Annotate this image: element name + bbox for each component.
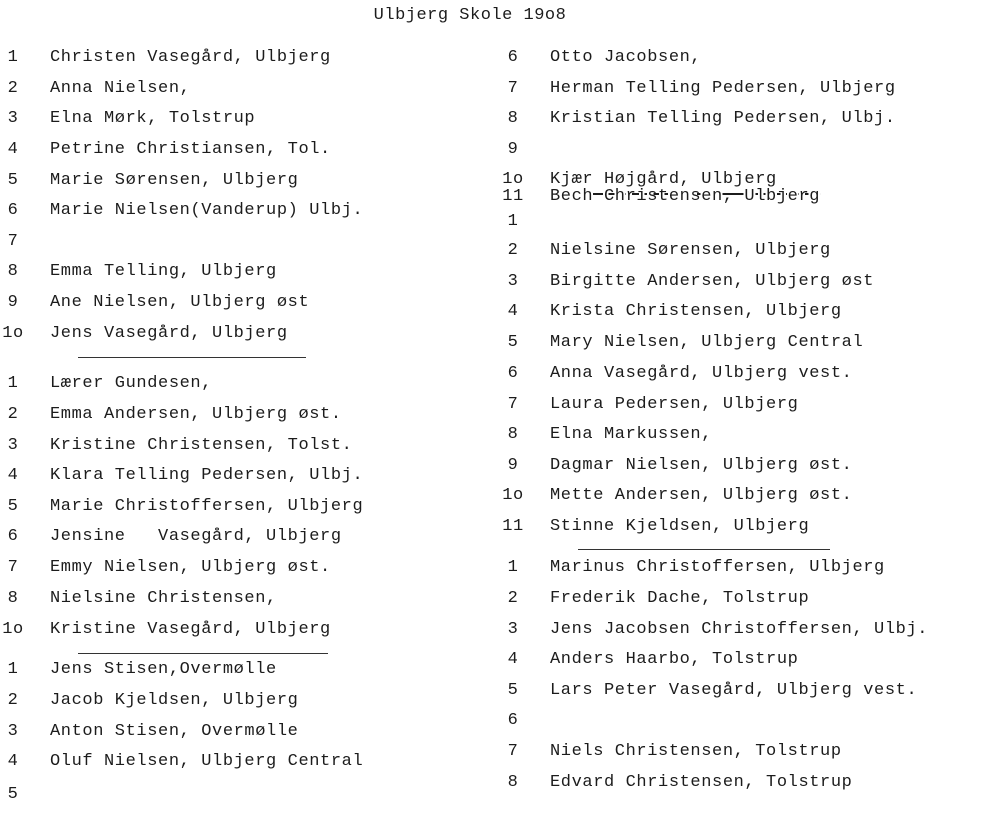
document-title: Ulbjerg Skole 19o8 (373, 6, 567, 25)
person-name: Frederik Dache, Tolstrup (550, 589, 810, 608)
person-name: Anders Haarbo, Tolstrup (550, 650, 799, 669)
person-name: Edvard Christensen, Tolstrup (550, 773, 853, 792)
person-name: Lars Peter Vasegård, Ulbjerg vest. (550, 681, 918, 700)
person-name: Kristine Vasegård, Ulbjerg (50, 620, 331, 639)
row-number: 7 (507, 395, 519, 414)
row-number: 2 (7, 79, 19, 98)
row-number: 1 (507, 558, 519, 577)
person-name: Otto Jacobsen, (550, 48, 702, 67)
row-number: 8 (507, 109, 519, 128)
person-name: Jens Vasegård, Ulbjerg (50, 324, 288, 343)
person-name: Birgitte Andersen, Ulbjerg øst (550, 272, 875, 291)
person-name: Marie Sørensen, Ulbjerg (50, 171, 299, 190)
person-name: Bech Christensen, Ulbjerg (550, 187, 821, 206)
row-number: 9 (7, 293, 19, 312)
row-number: 8 (7, 589, 19, 608)
row-number: 1 (7, 374, 19, 393)
row-number: 6 (7, 201, 19, 220)
row-number: 7 (7, 558, 19, 577)
person-name: Emmy Nielsen, Ulbjerg øst. (50, 558, 331, 577)
person-name: Anna Nielsen, (50, 79, 191, 98)
row-number: 3 (507, 272, 519, 291)
row-number: 7 (507, 742, 519, 761)
row-number: 3 (507, 620, 519, 639)
row-number: 5 (7, 497, 19, 516)
person-name: Elna Markussen, (550, 425, 713, 444)
person-name: Marie Christoffersen, Ulbjerg (50, 497, 364, 516)
row-number: 7 (507, 79, 519, 98)
row-number: 11 (502, 187, 524, 206)
section-divider (78, 653, 328, 654)
person-name: Stinne Kjeldsen, Ulbjerg (550, 517, 810, 536)
person-name: Kjær Højgård, Ulbjerg (550, 170, 777, 189)
row-number: 8 (7, 262, 19, 281)
row-number: 4 (507, 302, 519, 321)
person-name: Christen Vasegård, Ulbjerg (50, 48, 331, 67)
person-name: Jensine Vasegård, Ulbjerg (50, 527, 342, 546)
person-name: Nielsine Sørensen, Ulbjerg (550, 241, 831, 260)
person-name: Petrine Christiansen, Tol. (50, 140, 331, 159)
person-name: Mary Nielsen, Ulbjerg Central (550, 333, 864, 352)
person-name: Anna Vasegård, Ulbjerg vest. (550, 364, 853, 383)
person-name: Lærer Gundesen, (50, 374, 213, 393)
row-number: 5 (507, 333, 519, 352)
row-number: 11 (502, 517, 524, 536)
person-name: Jens Stisen,Overmølle (50, 660, 277, 679)
person-name: Kristine Christensen, Tolst. (50, 436, 353, 455)
row-number: 8 (507, 773, 519, 792)
row-number: 1o (502, 486, 524, 505)
person-name: Krista Christensen, Ulbjerg (550, 302, 842, 321)
person-name: Jacob Kjeldsen, Ulbjerg (50, 691, 299, 710)
row-number: 6 (507, 711, 519, 730)
row-number: 5 (7, 785, 19, 804)
row-number: 9 (507, 456, 519, 475)
row-number: 1 (7, 660, 19, 679)
row-number: 5 (507, 681, 519, 700)
person-name: Anton Stisen, Overmølle (50, 722, 299, 741)
person-name: Laura Pedersen, Ulbjerg (550, 395, 799, 414)
row-number: 2 (7, 691, 19, 710)
person-name: Emma Telling, Ulbjerg (50, 262, 277, 281)
section-divider (78, 357, 306, 358)
person-name: Klara Telling Pedersen, Ulbj. (50, 466, 364, 485)
row-number: 1 (507, 212, 519, 231)
row-number: 2 (507, 241, 519, 260)
person-name: Oluf Nielsen, Ulbjerg Central (50, 752, 364, 771)
row-number: 1o (2, 620, 24, 639)
row-number: 2 (507, 589, 519, 608)
row-number: 4 (7, 140, 19, 159)
person-name: Jens Jacobsen Christoffersen, Ulbj. (550, 620, 929, 639)
row-number: 6 (507, 48, 519, 67)
row-number: 1o (502, 170, 524, 189)
person-name: Mette Andersen, Ulbjerg øst. (550, 486, 853, 505)
right-column (500, 0, 1000, 825)
row-number: 9 (507, 140, 519, 159)
person-name: Ane Nielsen, Ulbjerg øst (50, 293, 310, 312)
row-number: 3 (7, 436, 19, 455)
person-name: Emma Andersen, Ulbjerg øst. (50, 405, 342, 424)
row-number: 5 (7, 171, 19, 190)
person-name: Elna Mørk, Tolstrup (50, 109, 256, 128)
person-name: Marinus Christoffersen, Ulbjerg (550, 558, 885, 577)
row-number: 6 (7, 527, 19, 546)
row-number: 6 (507, 364, 519, 383)
person-name: Herman Telling Pedersen, Ulbjerg (550, 79, 896, 98)
row-number: 2 (7, 405, 19, 424)
row-number: 8 (507, 425, 519, 444)
row-number: 1 (7, 48, 19, 67)
row-number: 4 (7, 466, 19, 485)
person-name: Dagmar Nielsen, Ulbjerg øst. (550, 456, 853, 475)
row-number: 7 (7, 232, 19, 251)
row-number: 3 (7, 109, 19, 128)
person-name: Nielsine Christensen, (50, 589, 277, 608)
person-name: Kristian Telling Pedersen, Ulbj. (550, 109, 896, 128)
person-name: Niels Christensen, Tolstrup (550, 742, 842, 761)
row-number: 4 (7, 752, 19, 771)
section-divider (578, 549, 830, 550)
person-name: Marie Nielsen(Vanderup) Ulbj. (50, 201, 364, 220)
row-number: 4 (507, 650, 519, 669)
row-number: 3 (7, 722, 19, 741)
row-number: 1o (2, 324, 24, 343)
